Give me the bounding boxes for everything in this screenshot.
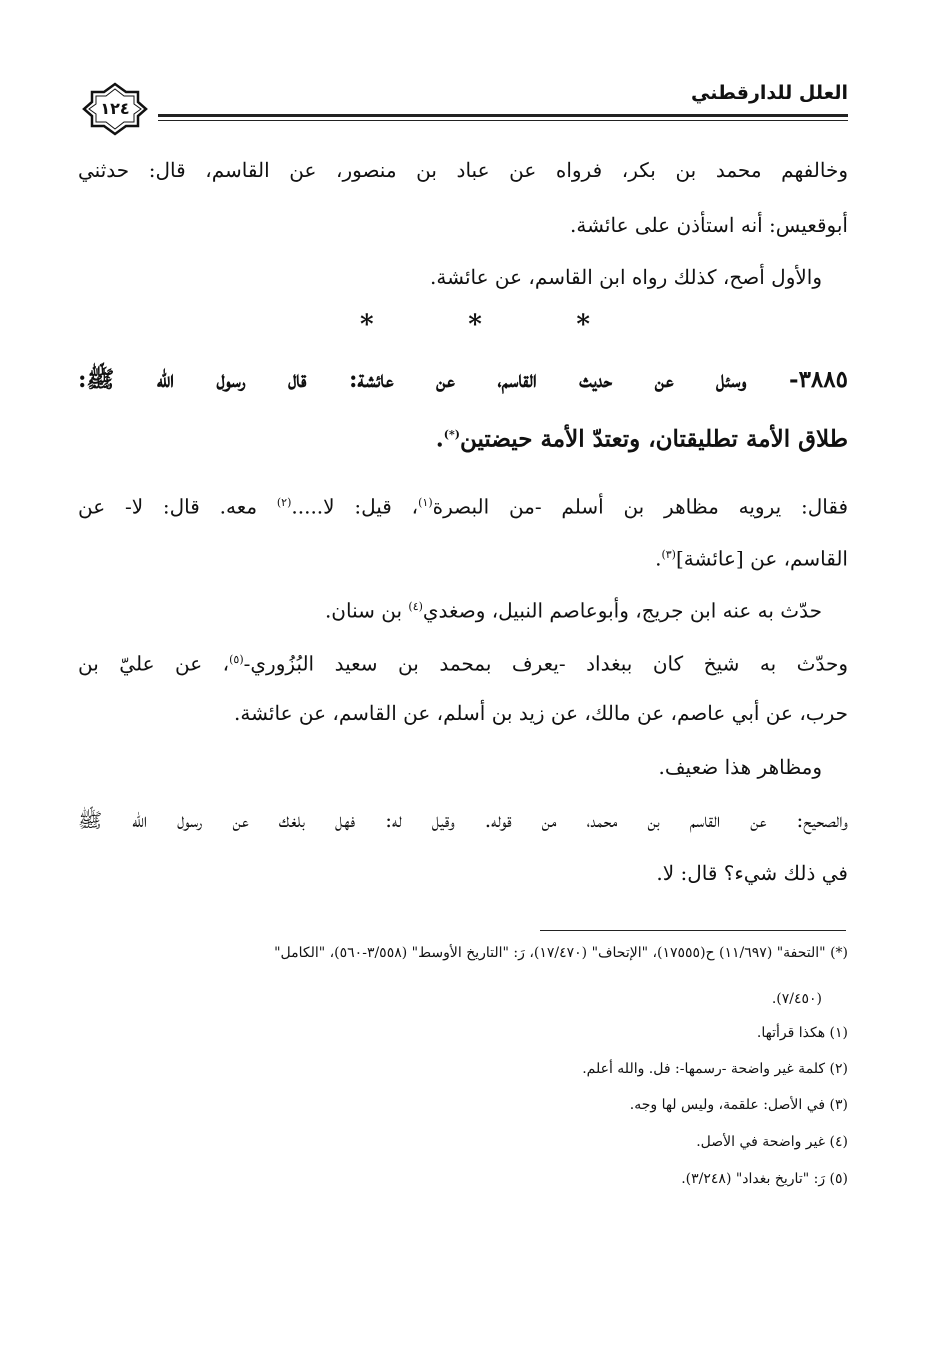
footnote: (١) هكذا قرأتها. — [756, 1025, 848, 1041]
paragraph-line: والصحيح: عن القاسم بن محمد، من قوله. وقيل له: فهل بلغك عن رسول الله ﷺ — [78, 808, 848, 832]
paragraph: ومظاهر هذا ضعيف. — [658, 755, 822, 779]
footnote: (٥) رَ: "تاريخ بغداد" (٣/٢٤٨). — [681, 1171, 848, 1187]
footnote: (٤) غير واضحة في الأصل. — [696, 1134, 848, 1150]
text-run: معه. قال: لا- عن — [78, 494, 277, 519]
text-run: ، قيل: لا..... — [291, 494, 419, 519]
paragraph-line: حرب، عن أبي عاصم، عن مالك، عن زيد بن أسلم، عن القاسم، عن عائشة. — [233, 701, 848, 725]
footnote-ref: (٥) — [229, 653, 244, 666]
entry-heading-line: ٣٨٨٥- وسئل عن حديث القاسم، عن عائشة: قال رسول الله ﷺ: — [78, 366, 848, 393]
text-run: ، عن عليّ بن — [78, 651, 230, 676]
page-number-badge — [82, 82, 148, 136]
footnote-line: (٧/٤٥٠). — [771, 991, 822, 1007]
footnote-line: (*) "التحفة" (١١/٦٩٧) ح(١٧٥٥٥)، "الإتحاف" (١٧/٤٧٠)، رَ: "التاريخ الأوسط" (٣/٥٥٨-٥٦٠)، "الكامل" — [274, 945, 848, 961]
paragraph-line — [78, 645, 848, 679]
paragraph-line: في ذلك شيء؟ قال: لا. — [656, 861, 848, 885]
text-run: حدّث به عنه ابن جريج، وأبوعاصم النبيل، وصغدي — [422, 598, 822, 623]
text-run: وحدّث به شيخ كان ببغداد -يعرف بمحمد بن سعيد البُزُوري- — [243, 651, 848, 676]
footnote-ref: (٢) — [276, 496, 292, 509]
footnote: (٣) في الأصل: علقمة، وليس لها وجه. — [629, 1097, 848, 1113]
text-run: القاسم، عن [عائشة] — [675, 546, 848, 571]
paragraph-line: وخالفهم محمد بن بكر، فرواه عن عباد بن منصور، عن القاسم، قال: حدثني — [78, 158, 848, 182]
paragraph — [78, 592, 822, 626]
paragraph-line — [78, 540, 848, 574]
heading-end: . — [435, 425, 444, 453]
page-number: ١٢٤ — [100, 99, 130, 118]
footnote-ref: (١) — [418, 496, 433, 509]
star-mark: * — [468, 310, 482, 340]
footnote-ref: (*) — [443, 428, 460, 441]
text-run: بن سنان. — [324, 598, 409, 623]
header-rule — [158, 114, 848, 117]
paragraph-line — [78, 488, 848, 522]
header-rule-thin — [158, 120, 848, 121]
entry-heading-line — [78, 420, 848, 455]
paragraph-line: أبوقعيس: أنه استأذن على عائشة. — [570, 213, 848, 237]
paragraph: والأول أصح، كذلك رواه ابن القاسم، عن عائشة. — [430, 265, 822, 289]
page-header — [78, 76, 848, 136]
section-divider-stars — [360, 310, 590, 346]
star-mark: * — [360, 310, 374, 340]
star-mark: * — [576, 310, 590, 340]
book-title: العلل للدارقطني — [691, 82, 848, 104]
text-run: فقال: يرويه مظاهر بن أسلم -من البصرة — [432, 494, 849, 519]
text-run: . — [655, 546, 662, 571]
footnote-ref: (٣) — [661, 548, 676, 561]
footnote: (٢) كلمة غير واضحة -رسمها-: فل. والله أعلم. — [582, 1061, 848, 1077]
footnote-ref: (٤) — [408, 600, 423, 613]
footnote-separator — [540, 930, 846, 931]
heading-text: طلاق الأمة تطليقتان، وتعتدّ الأمة حيضتين — [459, 425, 848, 453]
